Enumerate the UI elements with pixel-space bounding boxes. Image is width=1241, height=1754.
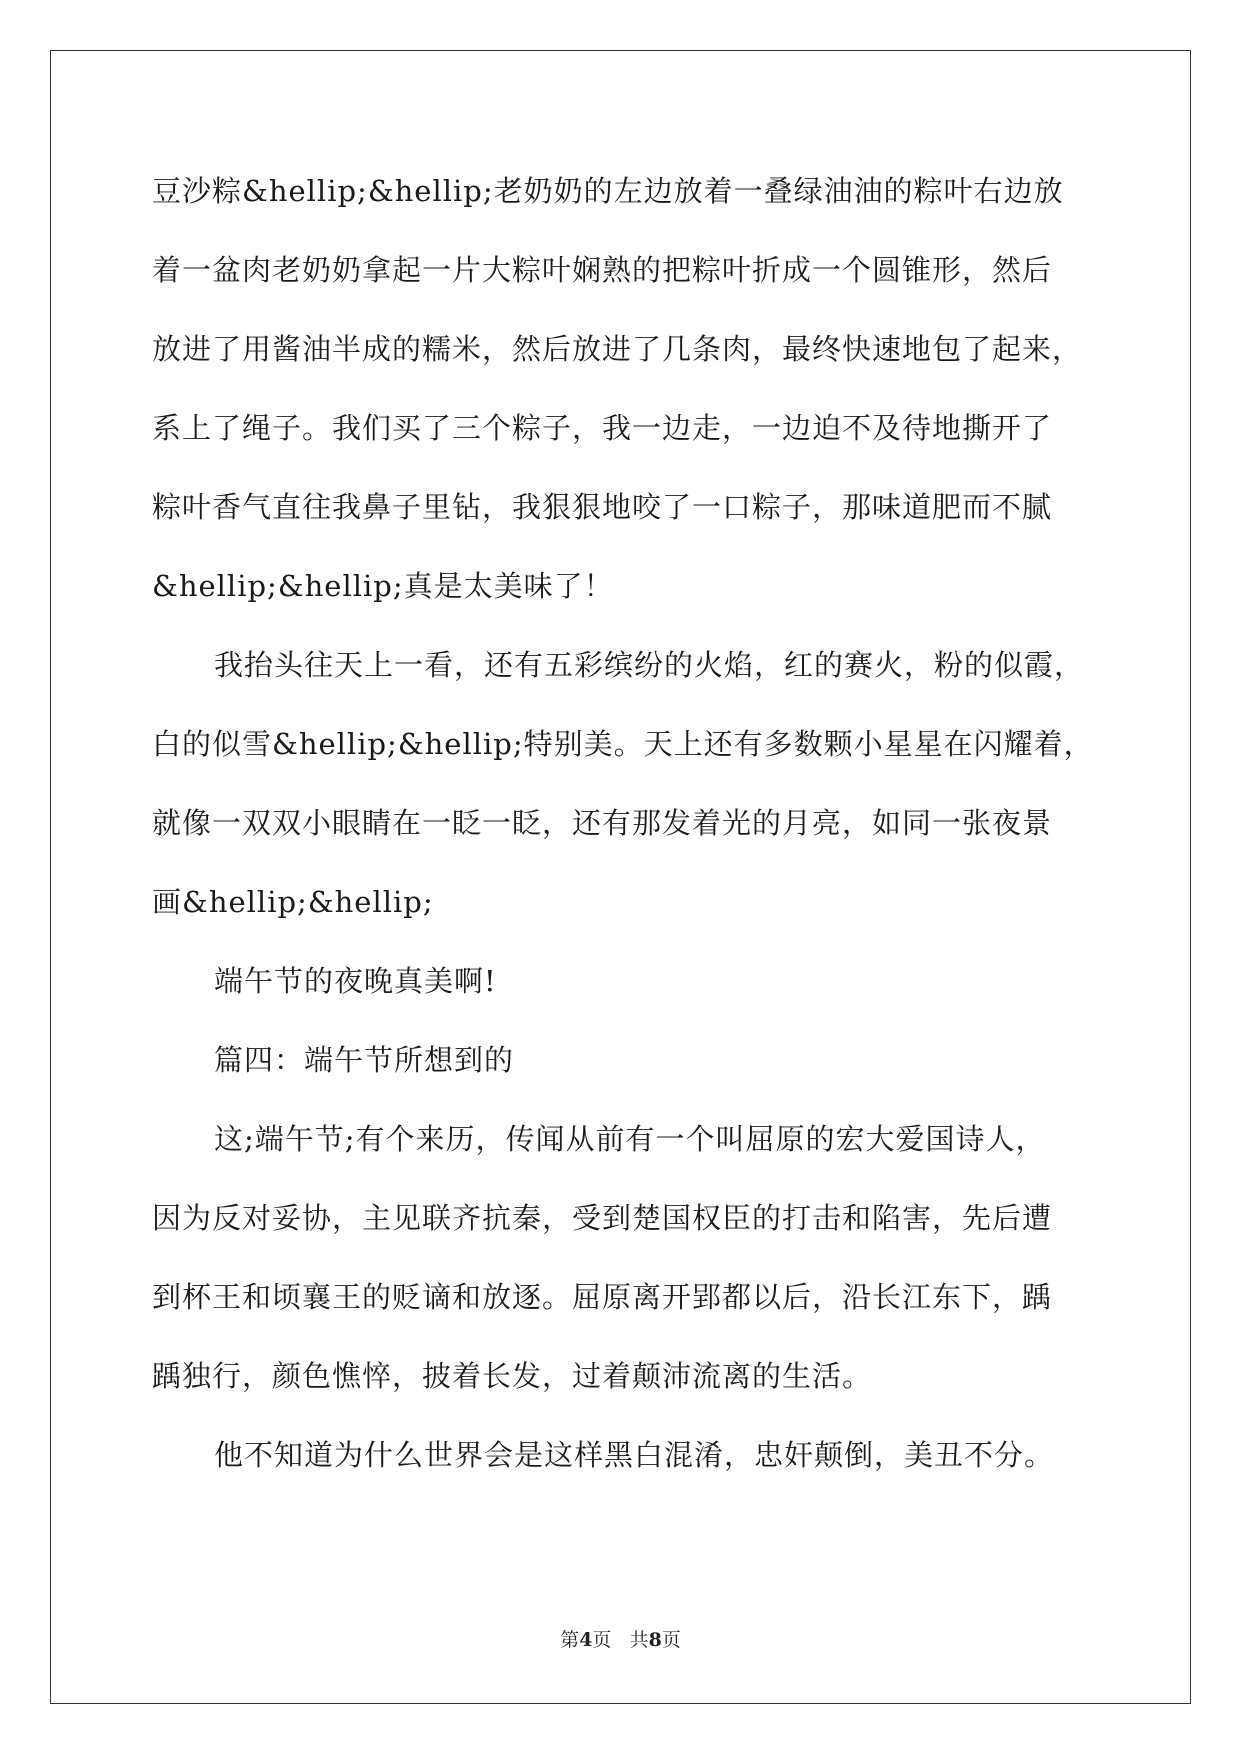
text-line: 我抬头往天上一看，还有五彩缤纷的火焰，红的赛火，粉的似霞，: [214, 648, 1085, 682]
text-line: 白的似雪&hellip;&hellip;特别美。天上还有多数颗小星星在闪耀着，: [152, 727, 1094, 761]
footer-total-suffix: 页: [661, 1629, 681, 1651]
text-line: 他不知道为什么世界会是这样黑白混淆，忠奸颠倒，美丑不分。: [214, 1438, 1055, 1472]
footer-page-suffix: 页: [592, 1629, 612, 1651]
total-pages-number: 8: [648, 1629, 662, 1651]
footer-total-prefix: 共: [629, 1629, 649, 1651]
document-body: [152, 152, 1092, 1495]
text-line: 就像一双双小眼睛在一眨一眨，还有那发着光的月亮，如同一张夜景: [152, 806, 1053, 840]
text-line: 踽独行，颜色憔悴，披着长发，过着颠沛流离的生活。: [152, 1359, 873, 1393]
text-line: 因为反对妥协，主见联齐抗秦，受到楚国权臣的打击和陷害，先后遭: [152, 1201, 1053, 1235]
text-line: 系上了绳子。我们买了三个粽子，我一边走，一边迫不及待地撕开了: [152, 411, 1053, 445]
section-heading: 篇四：端午节所想到的: [214, 1043, 515, 1077]
page-footer: [0, 1625, 1241, 1652]
current-page-number: 4: [579, 1629, 593, 1651]
text-line: 画&hellip;&hellip;: [152, 885, 434, 919]
text-line: 粽叶香气直往我鼻子里钻，我狠狠地咬了一口粽子，那味道肥而不腻: [152, 490, 1053, 524]
footer-prefix: 第: [560, 1629, 580, 1651]
text-line: 放进了用酱油半成的糯米，然后放进了几条肉，最终快速地包了起来，: [152, 332, 1083, 366]
text-line: 这;端午节;有个来历，传闻从前有一个叫屈原的宏大爱国诗人，: [214, 1122, 1046, 1156]
text-line: 到杯王和顷襄王的贬谪和放逐。屈原离开郢都以后，沿长江东下，踽: [152, 1280, 1053, 1314]
text-line: &hellip;&hellip;真是太美味了！: [152, 569, 614, 603]
text-line: 豆沙粽&hellip;&hellip;老奶奶的左边放着一叠绿油油的粽叶右边放: [152, 174, 1064, 208]
text-line: 着一盆肉老奶奶拿起一片大粽叶娴熟的把粽叶折成一个圆锥形，然后: [152, 253, 1053, 287]
text-line: 端午节的夜晚真美啊!: [214, 964, 497, 998]
